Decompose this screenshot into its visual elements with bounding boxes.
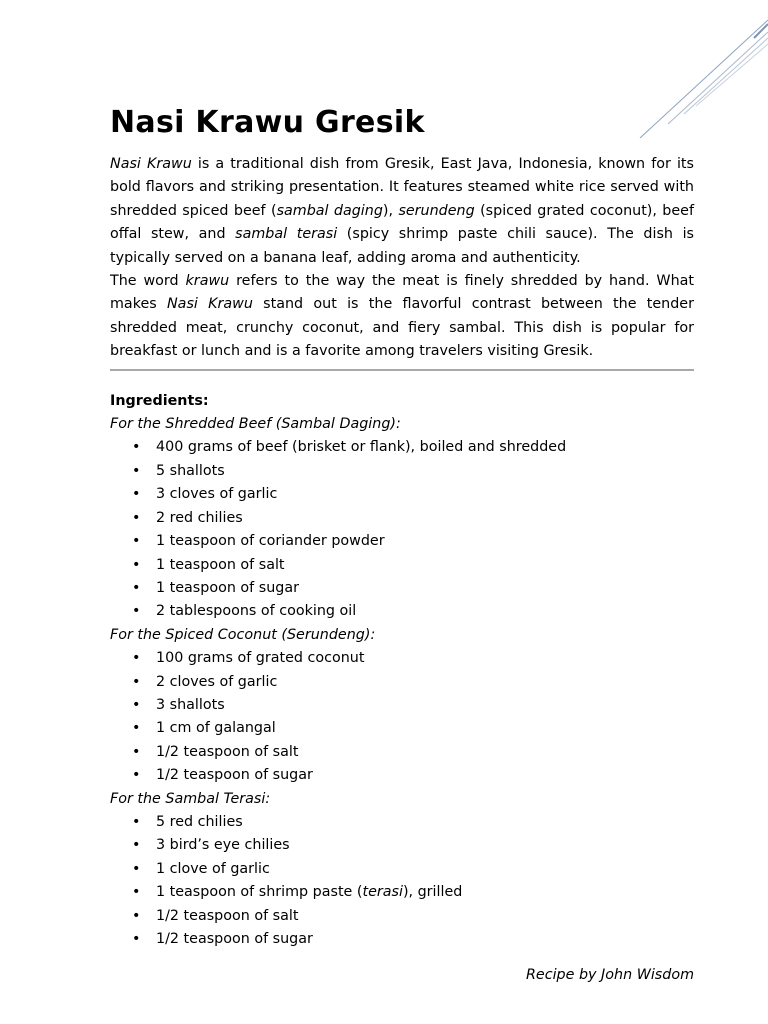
list-item: • 1 cm of galangal (156, 717, 694, 740)
list-item: • 3 cloves of garlic (156, 483, 694, 506)
intro-paragraph-2: The word krawu refers to the way the meat is finely shredded by hand. What makes Nasi Krawu stand out is the flavorful contrast between the tender shredded meat, crunchy coconut, and fiery sambal. This dish is popular for breakfast or lunch and is a favorite among travelers visiting Gresik. (110, 273, 694, 360)
beef-subheading: For the Shredded Beef (Sambal Daging): (110, 416, 401, 433)
list-item: • 1/2 teaspoon of sugar (156, 928, 694, 951)
recipe-author: Recipe by John Wisdom (526, 967, 694, 984)
list-item: • 1 teaspoon of sugar (156, 577, 694, 600)
sambal-subheading: For the Sambal Terasi: (110, 790, 271, 807)
list-item: • 2 cloves of garlic (156, 671, 694, 694)
list-item: • 5 shallots (156, 460, 694, 483)
page-title: Nasi Krawu Gresik (110, 105, 425, 140)
coconut-ingredient-list (110, 647, 694, 787)
list-item: • 1/2 teaspoon of salt (156, 741, 694, 764)
list-item: • 1/2 teaspoon of sugar (156, 764, 694, 787)
list-item: • 3 bird’s eye chilies (156, 834, 694, 857)
list-item: • 1/2 teaspoon of salt (156, 905, 694, 928)
coconut-subheading: For the Spiced Coconut (Serundeng): (110, 626, 376, 643)
list-item: • 1 teaspoon of coriander powder (156, 530, 694, 553)
beef-ingredient-list (110, 436, 694, 623)
list-item: • 1 teaspoon of salt (156, 554, 694, 577)
list-item: • 5 red chilies (156, 811, 694, 834)
sambal-ingredient-list (110, 811, 694, 951)
list-item: • 3 shallots (156, 694, 694, 717)
ingredients-heading: Ingredients: (110, 392, 209, 409)
list-item: • 2 tablespoons of cooking oil (156, 600, 694, 623)
section-divider (110, 369, 694, 371)
list-item: • 2 red chilies (156, 507, 694, 530)
intro-paragraph-1: Nasi Krawu is a traditional dish from Gresik, East Java, Indonesia, known for its bold flavors and striking presentation. It features steamed white rice served with shredded spiced beef (sambal daging), serundeng (spiced grated coconut), beef offal stew, and sambal terasi (spicy shrimp paste chili sauce). The dish is typically served on a banana leaf, adding aroma and authenticity. (110, 156, 695, 266)
list-item: • 1 clove of garlic (156, 858, 694, 881)
document-page (110, 104, 694, 1000)
intro-section (110, 153, 694, 364)
list-item: • 100 grams of grated coconut (156, 647, 694, 670)
list-item: • 1 teaspoon of shrimp paste (terasi), grilled (156, 881, 694, 904)
list-item: • 400 grams of beef (brisket or flank), boiled and shredded (156, 436, 694, 459)
